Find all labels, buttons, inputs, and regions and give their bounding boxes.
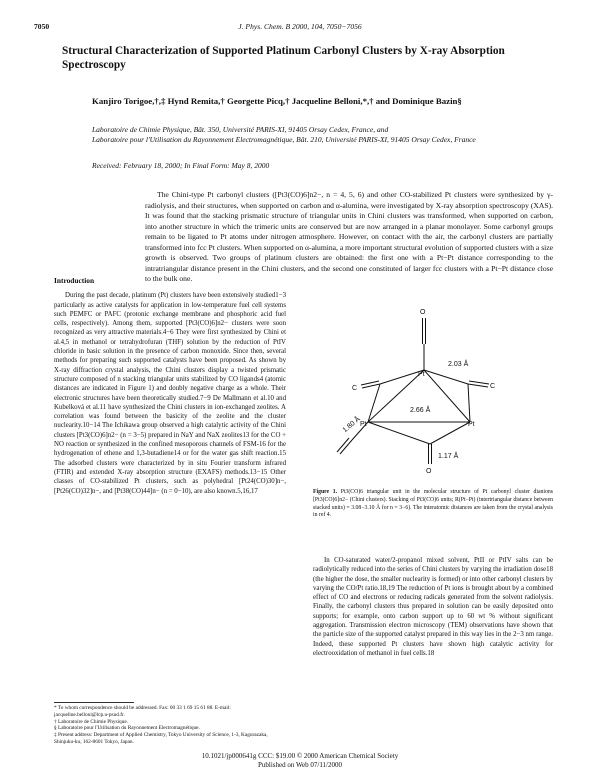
bridge-bond — [368, 422, 430, 444]
affiliation-2: Laboratoire pour l'Utilisation du Rayonnement Electromagnétique, Bât. 210, Université PARIS-XI, 91405 Orsay Cedex, France — [92, 135, 476, 145]
figure-1-caption — [313, 489, 553, 520]
journal-citation: J. Phys. Chem. B 2000, 104, 7050−7056 — [238, 22, 362, 31]
footnote: * To whom correspondence should be addressed. Fax: 00 33 1 69 15 61 88. E-mail: jacqueline.belloni@lcp.u-psud.fr. — [54, 705, 231, 718]
atom-label: Pt — [468, 421, 475, 428]
article-title: Structural Characterization of Supported Platinum Carbonyl Clusters by X-ray Absorption Spectroscopy — [62, 45, 505, 72]
caption-label: Figure 1. — [313, 489, 338, 495]
doi-line: 10.1021/jp000641g CCC: $19.00 © 2000 American Chemical Society — [201, 752, 399, 760]
published-line: Published on Web 07/11/2000 — [257, 761, 343, 769]
c-o-bond — [468, 384, 488, 387]
atom-label: O — [420, 309, 426, 316]
atom-label: Pt — [360, 421, 367, 428]
running-header — [34, 22, 566, 34]
bridge-bond — [430, 422, 470, 444]
atom-label: Pt — [418, 371, 425, 378]
footnote: ‡ Present address: Department of Applied Chemistry, Tokyo University of Science, 1-3, Kagurazaka, Shinjuku-ku, 162-8601 Tokyo, Japan. — [54, 732, 268, 745]
affiliations — [92, 125, 552, 145]
footnote: † Laboratoire de Chimie Physique. — [54, 718, 128, 725]
atom-label: C — [352, 385, 358, 392]
affiliation-1: Laboratoire de Chimie Physique, Bât. 350, Université PARIS-XI, 91405 Orsay Cedex, France, and — [92, 125, 389, 134]
caption-text: Pt3(CO)6 triangular unit in the molecular structure of Pt carbonyl cluster dianions [Pt3(CO)6]n2− (Chini clusters). Stacking of Pt3(CO)6 units; R(Pt−Pt) (intertriangular distance between stacked units) = 3.08−3.10 Å for n = 3−6). The interatomic distances are taken from the crystal analysis in ref 4. — [313, 489, 553, 519]
introduction-section — [54, 276, 286, 496]
page-number: 7050 — [34, 22, 50, 31]
distance-label: 2.03 Å — [448, 361, 469, 368]
distance-label: 2.66 Å — [410, 407, 431, 414]
intro-paragraph: During the past decade, platinum (Pt) clusters have been extensively studied1−3 particularly as active catalysts for application in low-temperature fuel cell systems such PEMFC or PAFC (protonic exchange membrane and phosphoric acid fuel cells, respectively). Among them, supported [Pt3(CO)6]n2− clusters were soon recognized as very attractive materials.4−6 They were first synthesized by Chini et al.4,5 in methanol or tetrahydrofuran (THF) solution by the reduction of PtIV chloride in basic solution in the presence of carbon monoxide. Since then, several methods for preparing such supported catalysts have been proposed. As shown by X-ray diffraction crystal analysis, the Chini clusters display a twisted prismatic structure composed of n stacking triangular units stabilized by CO ligands4 (atomic distances are indicated in Figure 1) and doubly negative charge as a whole. Their electronic structures have been theoretically studied.7−9 De Mallmann et al.10 and Kubelková et al.11 have synthesized the Chini clusters in ion-exchanged zeolites. A correlation was found between the basicity of the zeolite and the cluster nuclearity.10−14 The Ichikawa group observed a high catalytic activity of the Chini clusters [Pt3(CO)6]n2− (n = 3−5) prepared in NaY and NaX zeolites13 for the CO + NO reaction or synthesized in the confined mesoporous channels of FSM-16 for the hydrogenation of ethene and 1,3-butadiene14 or for the water gas shift reaction.15 The adsorbed clusters were characterized by in situ Fourier transform infrared (FTIR) and extended X-ray absorption structure (EXAFS) methods.13−15 Other classes of CO-stabilized Pt clusters, such as polyhedral [Pt24(CO)30]n−, [Pt26(CO)32]n−, and [Pt38(CO)44]n− (n = 0−10), are also known.5,16,17 — [54, 292, 286, 495]
bridge-bond — [468, 384, 470, 422]
distance-label: 1.17 Å — [438, 453, 459, 460]
author-list: Kanjiro Torigoe,†,‡ Hynd Remita,† Georgette Picq,† Jacqueline Belloni,*,† and Dominique Bazin§ — [92, 96, 462, 106]
atom-label: C — [490, 383, 496, 390]
figure-1-structure — [330, 294, 530, 476]
footnote: § Laboratoire pour l'Utilisation du Rayonnement Electromagnétique. — [54, 725, 200, 732]
section-heading: Introduction — [54, 276, 95, 285]
received-dates: Received: February 18, 2000; In Final Form: May 8, 2000 — [92, 161, 270, 170]
doi-block — [0, 752, 600, 770]
footnotes — [54, 702, 286, 746]
body-paragraph: In CO-saturated water/2-propanol mixed solvent, PtII or PtIV salts can be radiolytically reduced into the series of Chini clusters by varying the irradiation dose18 (the higher the dose, the smaller nuclearity is formed) or into other carbonyl clusters by varying the CO/Pt ratio.18,19 The reduction of Pt ions is brought about by a combined effect of CO and electrons or reducing radicals generated from the solvent radiolysis. Finally, the carbonyl clusters thus prepared in solution can be easily deposited onto supports; for example, onto carbon support up to 60 wt % without significant aggregation. Transmission electron microscopy (TEM) observations have shown that the particle size of the supported catalyst prepared in this way lies in the 2−3 nm range. Indeed, these supported Pt clusters have shown high catalytic activity for electrooxidation of methanol in fuel cells.18 — [313, 557, 553, 657]
c-o-bond — [469, 381, 489, 384]
footnote-rule — [54, 702, 134, 703]
atom-label: O — [426, 468, 432, 475]
distance-label: 1.80 Å — [341, 415, 362, 435]
abstract: The Chini-type Pt carbonyl clusters ([Pt3(CO)6]n2−, n = 4, 5, 6) and other CO-stabilized Pt clusters were synthesized by γ-radiolysis, and their structures, when supported on carbon and α-alumina, were investigated by X-ray absorption spectroscopy (XAS). It was found that the stacking prismatic structure of triangular units in Chini clusters was transformed, when supported on carbon, into another structure in which the trimeric units are conserved but are now arranged in a planar monolayer. Some carbonyl groups remain to be ligated to Pt atoms under nitrogen atmosphere. However, on contact with the air, the carbonyl clusters are partially transformed into fcc Pt clusters. When supported on α-alumina, a more important structural evolution of supported clusters with a size growth is observed. Two groups of platinum clusters are obtained: the first one with a Pt−Pt distance corresponding to the intratriangular distance present in the Chini clusters, and the second one constituted of larger fcc clusters with a Pt−Pt distance close to the bulk one. — [145, 190, 553, 284]
right-column-text — [313, 556, 553, 658]
